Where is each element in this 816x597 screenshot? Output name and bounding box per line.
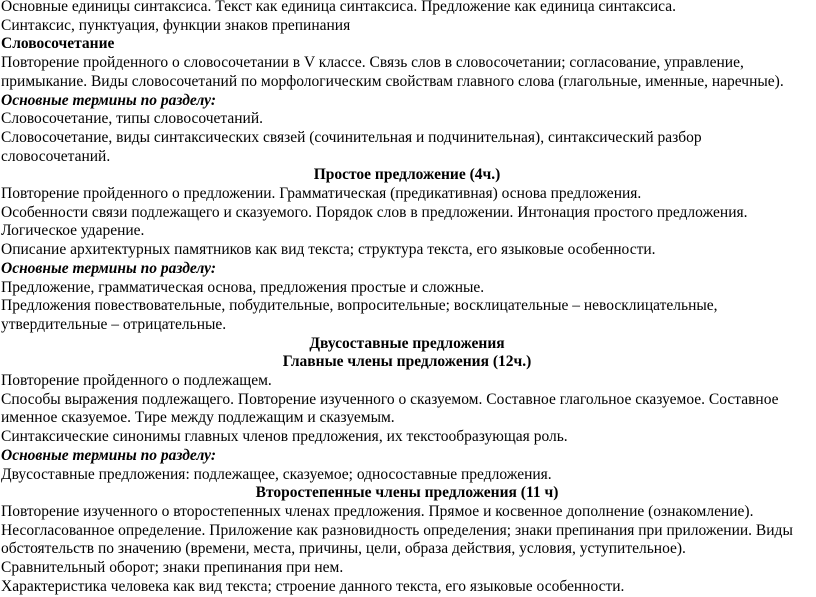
terms-heading: Основные термины по разделу: [1, 446, 217, 464]
centered-heading: Простое предложение (4ч.) [313, 166, 501, 184]
document-page [1, 0, 813, 597]
paragraph: Повторение пройденного о словосочетании в V классе. Связь слов в словосочетании; согласование, управление, примыкание. Виды словосочетаний по морфологическим свойствам главного слова (глагольные, именные, наречные). [1, 54, 784, 90]
paragraph: Двусоставные предложения: подлежащее, сказуемое; односоставные предложения. [1, 465, 552, 483]
centered-heading: Главные члены предложения (12ч.) [282, 353, 532, 371]
centered-heading: Двусоставные предложения [309, 334, 505, 352]
paragraph: Словосочетание, типы словосочетаний. [1, 110, 264, 128]
paragraph: Словосочетание, виды синтаксических связей (сочинительная и подчинительная), синтаксический разбор словосочетаний. [1, 128, 702, 165]
paragraph: Повторение изученного о второстепенных членах предложения. Прямое и косвенное дополнение (ознакомление). [1, 502, 754, 520]
section-heading: Словосочетание [1, 35, 115, 53]
terms-heading: Основные термины по разделу: [1, 259, 217, 277]
paragraph: Основные единицы синтаксиса. Текст как единица синтаксиса. Предложение как единица синтаксиса. [1, 0, 676, 15]
paragraph: Логическое ударение. [1, 222, 145, 240]
paragraph: Повторение пройденного о предложении. Грамматическая (предикативная) основа предложения. [1, 185, 642, 203]
paragraph: Сравнительный оборот; знаки препинания при нем. [1, 559, 344, 577]
paragraph: Несогласованное определение. Приложение как разновидность определения; знаки препинания при приложении. Виды обстоятельств по значению (времени, места, причины, цели, образа действия, условия, уступительное). [1, 521, 793, 558]
centered-heading: Второстепенные члены предложения (11 ч) [255, 484, 559, 502]
paragraph: Предложения повествовательные, побудительные, вопросительные; восклицательные – невосклицательные, утвердительные – отрицательные. [1, 297, 718, 333]
paragraph: Предложение, грамматическая основа, предложения простые и сложные. [1, 278, 485, 296]
paragraph: Способы выражения подлежащего. Повторение изученного о сказуемом. Составное глагольное сказуемое. Составное именное сказуемое. Тире между подлежащим и сказуемым. [1, 390, 779, 427]
paragraph: Характеристика человека как вид текста; строение данного текста, его языковые особенности. [1, 577, 625, 595]
paragraph: Синтаксические синонимы главных членов предложения, их текстообразующая роль. [1, 428, 568, 446]
paragraph: Синтаксис, пунктуация, функции знаков препинания [1, 16, 351, 34]
paragraph: Описание архитектурных памятников как вид текста; структура текста, его языковые особенности. [1, 241, 656, 259]
paragraph: Повторение пройденного о подлежащем. [1, 372, 272, 390]
terms-heading: Основные термины по разделу: [1, 91, 217, 109]
paragraph: Особенности связи подлежащего и сказуемого. Порядок слов в предложении. Интонация простого предложения. [1, 203, 748, 221]
